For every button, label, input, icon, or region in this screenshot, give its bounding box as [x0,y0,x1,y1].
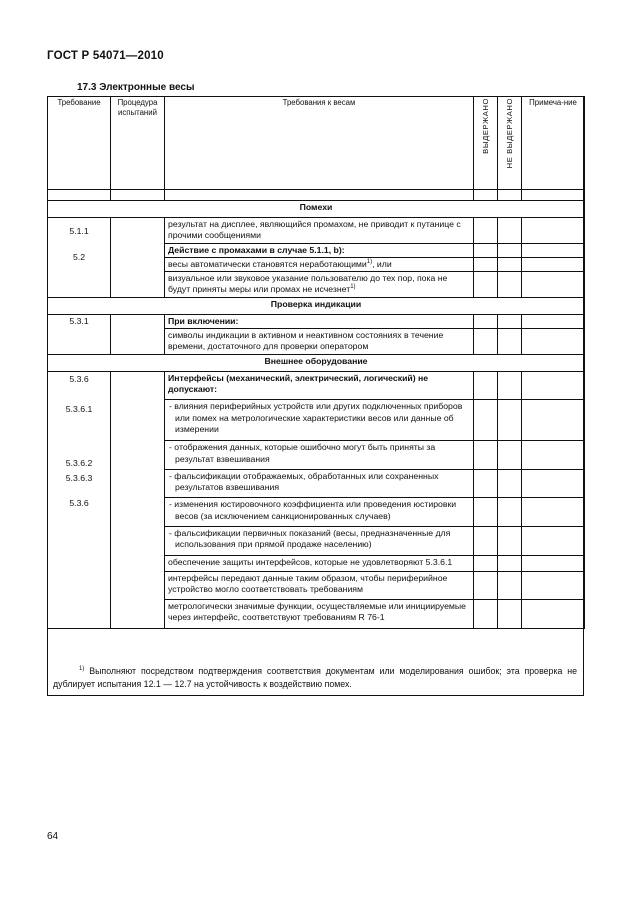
col-header-passed [474,97,498,190]
table-row [48,371,585,400]
req-text: метрологически значимые функции, осуществляемые или инициируемые через интерфейс, соответствуют требованиям R 76-1 [165,600,474,629]
col-header-procedure: Процедура испытаний [111,97,165,190]
req-text: Действие с промахами в случае 5.1.1, b): [165,243,474,257]
passed-cell [474,218,498,244]
req-number: 5.3.6.3 [65,472,93,483]
procedure-cell [111,314,165,354]
subheader-display-check: Проверка индикации [48,297,585,314]
req-text: результат на дисплее, являющийся промахом, не приводит к путанице с прочими сообщениями [165,218,474,244]
req-number: 5.3.6.1 [65,403,93,414]
req-number: 5.3.1 [48,314,111,354]
col-header-requirement: Требование [48,97,111,190]
page-number: 64 [47,831,59,842]
col-header-failed [498,97,522,190]
req-number-column [48,371,111,628]
passed-label: ВЫДЕРЖАНО [480,98,490,154]
spacer-row [48,190,585,201]
procedure-cell [111,218,165,298]
footnote: $^{1)}$ Выполняют посредством подтверждения соответствия документам или моделирования ошибок; эта проверка не дублирует испытания 12.1 — 12.7 на устойчивость к воздействию помех. [53,666,577,689]
req-number: 5.3.6.2 [65,457,93,468]
req-text: - фальсификации отображаемых, обработанных или сохраненных результатов взвешивания [165,469,474,498]
subheader-row [48,354,585,371]
table-header-row [48,97,585,190]
col-header-note: Примеча-ние [522,97,585,190]
subheader-row [48,297,585,314]
req-text: Интерфейсы (механический, электрический, логический) не допускают: [165,371,474,400]
req-number: 5.1.1 5.2 [48,218,111,298]
procedure-cell [111,371,165,628]
subheader-row [48,201,585,218]
req-number: 5.3.6 [69,373,89,384]
req-text: символы индикации в активном и неактивном состояниях в течение времени, достаточного для проверки оператором [165,329,474,355]
req-text: весы автоматически становятся неработающими$^{1)}$, или [165,257,474,271]
note-cell [522,218,585,244]
failed-cell [498,218,522,244]
table-row [48,314,585,328]
document-header: ГОСТ Р 54071—2010 [47,50,164,62]
section-title: 17.3 Электронные весы [77,82,195,93]
req-text: - влияния периферийных устройств или других подключенных приборов или помех на метрологические характеристики весов или данные об измерении [165,400,474,441]
req-text: обеспечение защиты интерфейсов, которые не удовлетворяют 5.3.6.1 [165,555,474,571]
requirements-table [47,96,585,629]
req-text: При включении: [165,314,474,328]
subheader-external-equipment: Внешнее оборудование [48,354,585,371]
subheader-interference: Помехи [48,201,585,218]
req-text: - фальсификации первичных показаний (весы, предназначенные для использования при прямой продаже населению) [165,527,474,556]
col-header-scales-requirements: Требования к весам [165,97,474,190]
table-row [48,218,585,244]
req-text: интерфейсы передают данные таким образом, чтобы периферийное устройство могло соответствовать требованиям [165,571,474,600]
failed-label: НЕ ВЫДЕРЖАНО [504,98,514,169]
req-text: - изменения юстировочного коэффициента или проведения юстировки весов (за исключением санкционированных случаев) [165,498,474,527]
req-text: - отображения данных, которые ошибочно могут быть приняты за результат взвешивания [165,441,474,470]
req-text: визуальное или звуковое указание пользователю до тех пор, пока не будут приняты меры или промах не исчезнет$^{1)}$ [165,272,474,298]
req-number: 5.3.6 [69,497,89,508]
